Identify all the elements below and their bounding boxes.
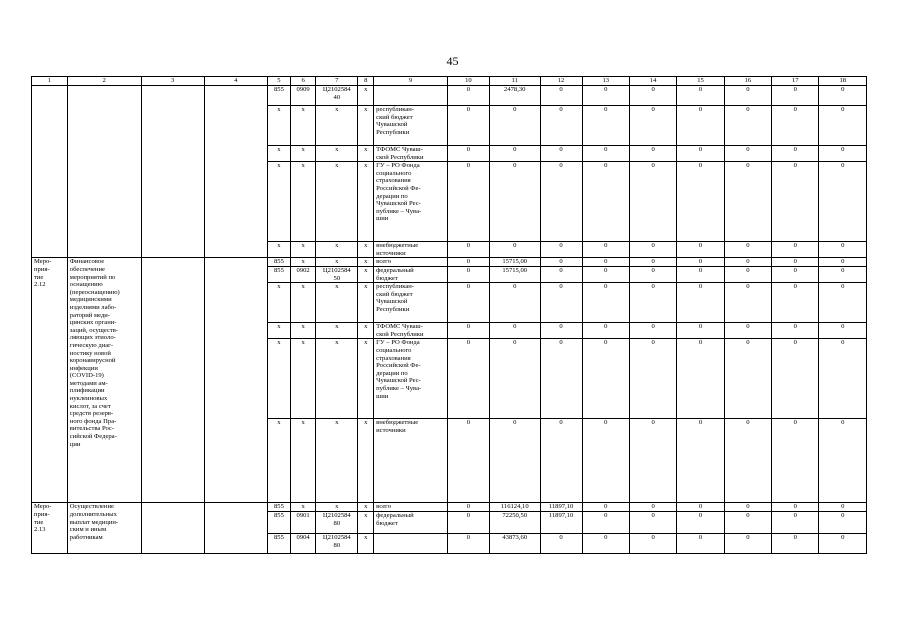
cell-c13: 0 [582, 162, 629, 242]
cell-c14: 0 [629, 419, 676, 503]
column-number: 15 [677, 77, 724, 86]
cell-c12: 0 [540, 339, 582, 419]
cell-c5: х [267, 323, 290, 339]
cell-c11: 15715,00 [489, 266, 540, 282]
measure-code [32, 86, 68, 258]
cell-c7: Ц2102584 50 [316, 266, 358, 282]
cell-c7: х [316, 283, 358, 323]
column-number: 6 [291, 77, 316, 86]
cell-c6: х [291, 503, 316, 512]
cell-c12: 0 [540, 323, 582, 339]
cell-c6: х [291, 323, 316, 339]
participants-cell [204, 258, 267, 503]
cell-c10: 0 [447, 283, 489, 323]
cell-c18: 0 [819, 339, 867, 419]
cell-c12: 0 [540, 419, 582, 503]
cell-c7: х [316, 162, 358, 242]
cell-c17: 0 [772, 258, 819, 267]
cell-c6: х [291, 242, 316, 258]
cell-c16: 0 [724, 146, 771, 162]
cell-c18: 0 [819, 511, 867, 533]
column-number: 10 [447, 77, 489, 86]
cell-c11: 43873,60 [489, 533, 540, 553]
cell-c16: 0 [724, 162, 771, 242]
responsible-cell [141, 258, 204, 503]
cell-c11: 72250,50 [489, 511, 540, 533]
responsible-cell [141, 86, 204, 258]
cell-c8: х [358, 162, 374, 242]
cell-c13: 0 [582, 258, 629, 267]
cell-c5: х [267, 339, 290, 419]
cell-c16: 0 [724, 258, 771, 267]
cell-c10: 0 [447, 419, 489, 503]
cell-c10: 0 [447, 323, 489, 339]
cell-c6: 0904 [291, 533, 316, 553]
cell-c14: 0 [629, 242, 676, 258]
cell-c18: 0 [819, 258, 867, 267]
responsible-cell [141, 503, 204, 554]
cell-c12: 0 [540, 146, 582, 162]
cell-c17: 0 [772, 339, 819, 419]
cell-c7: х [316, 339, 358, 419]
cell-c17: 0 [772, 242, 819, 258]
cell-c9 [374, 86, 448, 106]
cell-c18: 0 [819, 106, 867, 146]
cell-c15: 0 [677, 503, 724, 512]
table-row [32, 503, 867, 512]
column-number: 13 [582, 77, 629, 86]
cell-c11: 0 [489, 419, 540, 503]
cell-c16: 0 [724, 242, 771, 258]
cell-c7: х [316, 242, 358, 258]
cell-c8: х [358, 242, 374, 258]
cell-c8: х [358, 419, 374, 503]
cell-c11: 0 [489, 106, 540, 146]
cell-c15: 0 [677, 533, 724, 553]
cell-c17: 0 [772, 283, 819, 323]
cell-c14: 0 [629, 503, 676, 512]
cell-c17: 0 [772, 419, 819, 503]
column-number: 11 [489, 77, 540, 86]
cell-c5: 855 [267, 266, 290, 282]
cell-c8: х [358, 533, 374, 553]
cell-c18: 0 [819, 266, 867, 282]
cell-c8: х [358, 339, 374, 419]
cell-c15: 0 [677, 242, 724, 258]
cell-c7: Ц2102584 80 [316, 511, 358, 533]
cell-c7: Ц2102584 80 [316, 533, 358, 553]
cell-c6: х [291, 106, 316, 146]
cell-c10: 0 [447, 339, 489, 419]
cell-c14: 0 [629, 266, 676, 282]
cell-c14: 0 [629, 511, 676, 533]
cell-c5: 855 [267, 86, 290, 106]
cell-c9: федеральный бюджет [374, 511, 448, 533]
cell-c8: х [358, 86, 374, 106]
cell-c6: х [291, 162, 316, 242]
column-number: 4 [204, 77, 267, 86]
cell-c15: 0 [677, 162, 724, 242]
cell-c5: х [267, 283, 290, 323]
column-number: 8 [358, 77, 374, 86]
cell-c13: 0 [582, 339, 629, 419]
cell-c14: 0 [629, 162, 676, 242]
cell-c8: х [358, 503, 374, 512]
column-number: 18 [819, 77, 867, 86]
cell-c11: 116124,10 [489, 503, 540, 512]
cell-c11: 0 [489, 323, 540, 339]
cell-c6: 0909 [291, 86, 316, 106]
participants-cell [204, 86, 267, 258]
cell-c9: федеральный бюджет [374, 266, 448, 282]
column-number: 3 [141, 77, 204, 86]
cell-c10: 0 [447, 533, 489, 553]
cell-c18: 0 [819, 162, 867, 242]
cell-c16: 0 [724, 503, 771, 512]
cell-c5: 855 [267, 511, 290, 533]
cell-c9: внебюджетные источники [374, 419, 448, 503]
cell-c11: 2478,30 [489, 86, 540, 106]
measure-title: Осуществление дополнительных выплат медицин- ским и иным работникам [67, 503, 141, 554]
cell-c11: 0 [489, 162, 540, 242]
cell-c6: х [291, 419, 316, 503]
cell-c5: х [267, 146, 290, 162]
cell-c15: 0 [677, 86, 724, 106]
cell-c13: 0 [582, 283, 629, 323]
cell-c18: 0 [819, 419, 867, 503]
cell-c7: х [316, 323, 358, 339]
cell-c12: 0 [540, 266, 582, 282]
cell-c8: х [358, 146, 374, 162]
cell-c14: 0 [629, 258, 676, 267]
cell-c6: 0902 [291, 266, 316, 282]
cell-c17: 0 [772, 162, 819, 242]
cell-c12: 0 [540, 106, 582, 146]
column-number: 9 [374, 77, 448, 86]
measure-code: Меро- прия- тие 2.12 [32, 258, 68, 503]
cell-c13: 0 [582, 323, 629, 339]
cell-c9: ТФОМС Чуваш- ской Республики [374, 146, 448, 162]
cell-c14: 0 [629, 86, 676, 106]
cell-c8: х [358, 283, 374, 323]
measure-title [67, 86, 141, 258]
cell-c14: 0 [629, 339, 676, 419]
cell-c18: 0 [819, 242, 867, 258]
cell-c5: х [267, 242, 290, 258]
cell-c17: 0 [772, 266, 819, 282]
column-number: 1 [32, 77, 68, 86]
cell-c17: 0 [772, 146, 819, 162]
cell-c9: ГУ – РО Фонда социального страхования Российской Фе- дерации по Чувашской Рес- публике – Чува- шии [374, 162, 448, 242]
cell-c12: 0 [540, 533, 582, 553]
cell-c7: х [316, 503, 358, 512]
cell-c13: 0 [582, 106, 629, 146]
cell-c15: 0 [677, 323, 724, 339]
cell-c15: 0 [677, 146, 724, 162]
cell-c10: 0 [447, 503, 489, 512]
cell-c14: 0 [629, 146, 676, 162]
cell-c10: 0 [447, 86, 489, 106]
cell-c12: 0 [540, 242, 582, 258]
cell-c16: 0 [724, 339, 771, 419]
cell-c9: ГУ – РО Фонда социального страхования Российской Фе- дерации по Чувашской Рес- публике – Чува- шии [374, 339, 448, 419]
cell-c7: х [316, 419, 358, 503]
cell-c6: х [291, 146, 316, 162]
cell-c5: 855 [267, 503, 290, 512]
cell-c14: 0 [629, 283, 676, 323]
cell-c9: внебюджетные источники [374, 242, 448, 258]
table-row [32, 86, 867, 106]
cell-c9: всего [374, 503, 448, 512]
cell-c18: 0 [819, 503, 867, 512]
cell-c5: х [267, 419, 290, 503]
cell-c13: 0 [582, 86, 629, 106]
cell-c9 [374, 533, 448, 553]
measure-code: Меро- прия- тие 2.13 [32, 503, 68, 554]
cell-c6: х [291, 339, 316, 419]
cell-c11: 0 [489, 242, 540, 258]
cell-c15: 0 [677, 266, 724, 282]
cell-c7: Ц2102584 40 [316, 86, 358, 106]
cell-c17: 0 [772, 86, 819, 106]
cell-c15: 0 [677, 283, 724, 323]
participants-cell [204, 503, 267, 554]
cell-c15: 0 [677, 258, 724, 267]
cell-c12: 11897,10 [540, 503, 582, 512]
cell-c5: х [267, 162, 290, 242]
cell-c11: 0 [489, 339, 540, 419]
cell-c10: 0 [447, 146, 489, 162]
cell-c17: 0 [772, 533, 819, 553]
cell-c17: 0 [772, 511, 819, 533]
cell-c16: 0 [724, 266, 771, 282]
cell-c13: 0 [582, 511, 629, 533]
cell-c6: 0901 [291, 511, 316, 533]
cell-c9: республикан- ский бюджет Чувашской Республики [374, 106, 448, 146]
cell-c13: 0 [582, 266, 629, 282]
cell-c15: 0 [677, 511, 724, 533]
cell-c15: 0 [677, 106, 724, 146]
cell-c18: 0 [819, 146, 867, 162]
cell-c10: 0 [447, 511, 489, 533]
cell-c12: 0 [540, 283, 582, 323]
cell-c16: 0 [724, 323, 771, 339]
cell-c14: 0 [629, 106, 676, 146]
cell-c15: 0 [677, 419, 724, 503]
cell-c11: 0 [489, 283, 540, 323]
cell-c13: 0 [582, 146, 629, 162]
cell-c17: 0 [772, 503, 819, 512]
cell-c11: 0 [489, 146, 540, 162]
table-row [32, 258, 867, 267]
cell-c5: 855 [267, 533, 290, 553]
cell-c7: х [316, 258, 358, 267]
cell-c14: 0 [629, 533, 676, 553]
cell-c5: 855 [267, 258, 290, 267]
cell-c12: 0 [540, 86, 582, 106]
cell-c5: х [267, 106, 290, 146]
cell-c16: 0 [724, 283, 771, 323]
cell-c16: 0 [724, 533, 771, 553]
cell-c17: 0 [772, 106, 819, 146]
cell-c10: 0 [447, 258, 489, 267]
cell-c16: 0 [724, 511, 771, 533]
cell-c10: 0 [447, 242, 489, 258]
cell-c8: х [358, 323, 374, 339]
cell-c8: х [358, 511, 374, 533]
measure-title: Финансовое обеспечение мероприятий по оснащению (переоснащению) медицинскими изделиями лабо- раторий меди- цинских органи- заций, осуществ- ляющих этиоло- гическую диаг- ностику новой коронавирусной инфекции (COVID-19) методами ам- плификации нуклеиновых кислот, за счет средств резерв- ного фонда Пра- вительства Рос- сийской Федера- ции [67, 258, 141, 503]
cell-c8: х [358, 106, 374, 146]
cell-c6: х [291, 258, 316, 267]
cell-c18: 0 [819, 283, 867, 323]
cell-c18: 0 [819, 86, 867, 106]
cell-c13: 0 [582, 419, 629, 503]
budget-table [31, 76, 867, 554]
cell-c18: 0 [819, 533, 867, 553]
column-number: 2 [67, 77, 141, 86]
cell-c8: х [358, 266, 374, 282]
cell-c7: х [316, 106, 358, 146]
cell-c18: 0 [819, 323, 867, 339]
cell-c7: х [316, 146, 358, 162]
cell-c6: х [291, 283, 316, 323]
cell-c12: 11897,10 [540, 511, 582, 533]
cell-c13: 0 [582, 242, 629, 258]
cell-c10: 0 [447, 106, 489, 146]
cell-c17: 0 [772, 323, 819, 339]
cell-c12: 0 [540, 162, 582, 242]
cell-c8: х [358, 258, 374, 267]
cell-c10: 0 [447, 266, 489, 282]
cell-c13: 0 [582, 503, 629, 512]
cell-c13: 0 [582, 533, 629, 553]
column-number: 7 [316, 77, 358, 86]
column-number: 17 [772, 77, 819, 86]
column-number: 16 [724, 77, 771, 86]
cell-c9: всего [374, 258, 448, 267]
column-number: 14 [629, 77, 676, 86]
page-number: 45 [446, 54, 459, 68]
cell-c16: 0 [724, 86, 771, 106]
cell-c14: 0 [629, 323, 676, 339]
cell-c9: ТФОМС Чуваш- ской Республики [374, 323, 448, 339]
cell-c10: 0 [447, 162, 489, 242]
cell-c11: 15715,00 [489, 258, 540, 267]
cell-c16: 0 [724, 106, 771, 146]
cell-c16: 0 [724, 419, 771, 503]
cell-c9: республикан- ский бюджет Чувашской Республики [374, 283, 448, 323]
cell-c15: 0 [677, 339, 724, 419]
cell-c12: 0 [540, 258, 582, 267]
column-number-row [32, 77, 867, 86]
column-number: 12 [540, 77, 582, 86]
column-number: 5 [267, 77, 290, 86]
